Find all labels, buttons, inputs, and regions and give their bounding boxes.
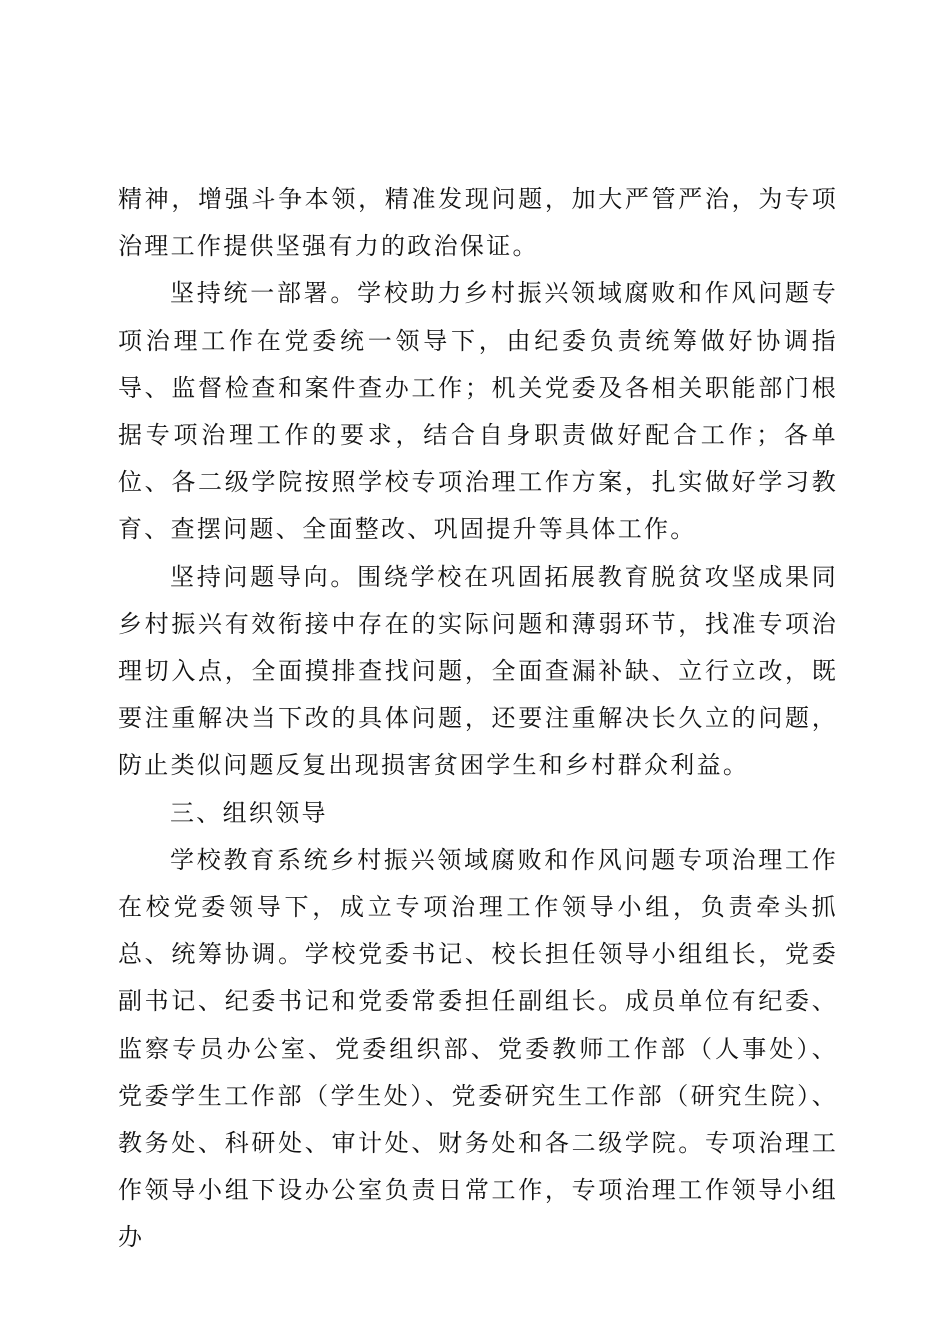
paragraph-problem-orientation: 坚持问题导向。围绕学校在巩固拓展教育脱贫攻坚成果同乡村振兴有效衔接中存在的实际问题和薄弱环节，找准专项治理切入点，全面摸排查找问题，全面查漏补缺、立行立改，既要注重解决当下改的具体问题，还要注重解决长久立的问题，防止类似问题反复出现损害贫困学生和乡村群众利益。	[118, 562, 838, 780]
document-body	[118, 176, 838, 1262]
paragraph-unified-deployment: 坚持统一部署。学校助力乡村振兴领域腐败和作风问题专项治理工作在党委统一领导下，由纪委负责统筹做好协调指导、监督检查和案件查办工作；机关党委及各相关职能部门根据专项治理工作的要求，结合自身职责做好配合工作；各单位、各二级学院按照学校专项治理工作方案，扎实做好学习教育、查摆问题、全面整改、巩固提升等具体工作。	[118, 279, 838, 544]
section-heading-organization-leadership: 三、组织领导	[170, 798, 328, 827]
paragraph-continuation: 精神，增强斗争本领，精准发现问题，加大严管严治，为专项治理工作提供坚强有力的政治保证。	[118, 185, 838, 261]
paragraph-organization-leadership: 学校教育系统乡村振兴领域腐败和作风问题专项治理工作在校党委领导下，成立专项治理工作领导小组，负责牵头抓总、统筹协调。学校党委书记、校长担任领导小组组长，党委副书记、纪委书记和党委常委担任副组长。成员单位有纪委、监察专员办公室、党委组织部、党委教师工作部（人事处）、党委学生工作部（学生处）、党委研究生工作部（研究生院）、教务处、科研处、审计处、财务处和各二级学院。专项治理工作领导小组下设办公室负责日常工作，专项治理工作领导小组办	[118, 845, 838, 1252]
